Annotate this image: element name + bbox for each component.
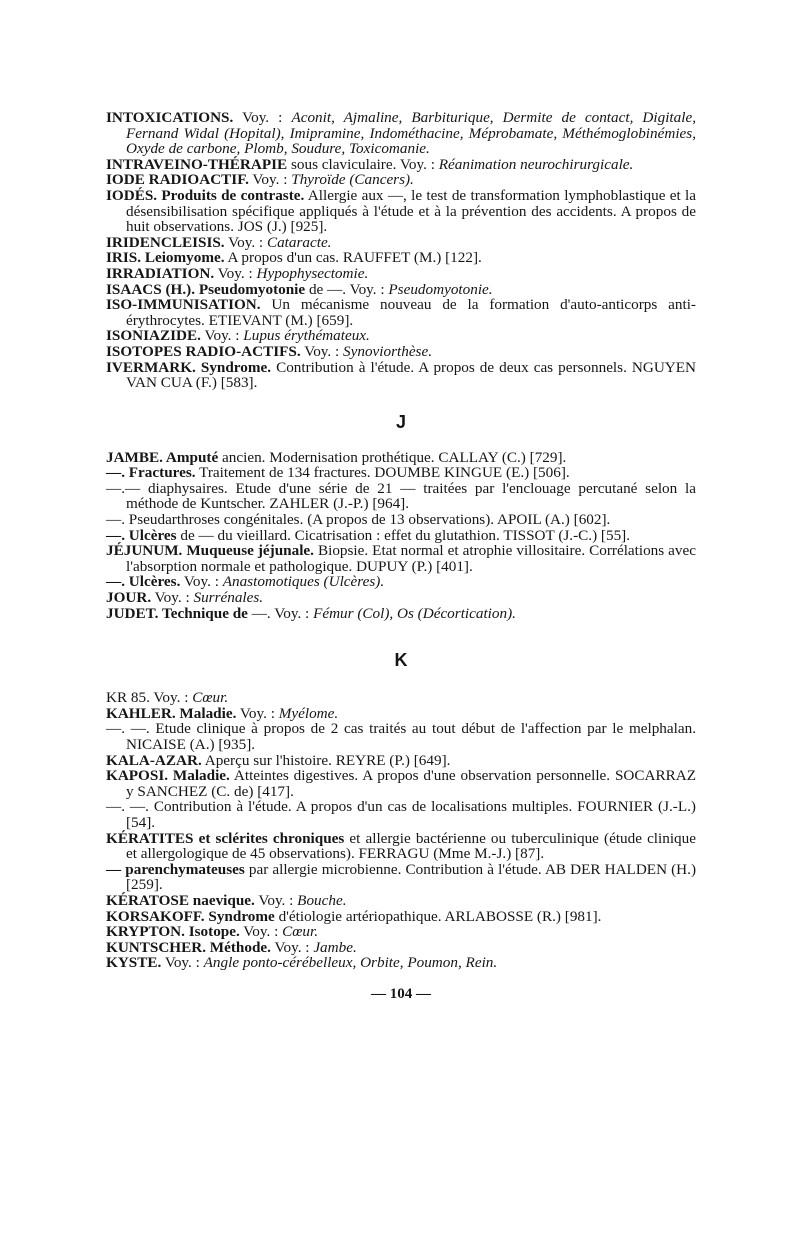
index-entry [106,893,696,909]
section-letter-k: K [394,650,408,671]
entry-text: Voy. : [233,109,292,126]
entry-text: —.— diaphysaires. Etude d'une série de 21 — traitées par l'enclouage percutané selon la méthode de Kuntscher. ZAHLER (J.-P.) [964]. [106,479,696,513]
index-entry [106,172,696,188]
index-entry [106,590,696,606]
page-number: — 104 — [371,985,431,1002]
entry-text: Voy. : [151,589,194,607]
index-entry [106,909,696,925]
index-entry [106,940,696,956]
entry-text: Allergie aux —, le test de transformation lymphoblastique et la désensibilisation spécifique appliqués à l'étude et à la prévention des accidents. A propos de huit observations. JOS (J.) [925]. [126,186,696,236]
entry-reference: Thyroïde (Cancers). [291,171,414,189]
entry-heading: KUNTSCHER. Méthode. [106,938,271,956]
entry-heading: INTRAVEINO-THÉRAPIE [106,155,288,173]
entry-heading: IODE RADIOACTIF. [106,171,249,189]
entry-reference: Anastomotiques (Ulcères). [222,573,385,591]
entry-heading: IRIDENCLEISIS. [106,233,225,251]
index-entry [106,512,696,528]
entry-heading: KÉRATITES et sclérites chroniques [106,829,345,847]
entry-reference: Lupus érythémateux. [243,327,370,345]
index-entry [106,235,696,251]
index-entry [106,282,696,298]
entry-text: —. Pseudarthroses congénitales. (A propos de 13 observations). APOIL (A.) [602]. [106,511,611,529]
entry-heading: JUDET. Technique de [106,604,248,622]
entry-heading: JOUR. [106,589,152,607]
entry-reference: Synoviorthèse. [343,342,433,360]
entry-text: Voy. : [180,573,223,591]
index-entry [106,831,696,862]
entry-text: —. —. Contribution à l'étude. A propos d'un cas de localisations multiples. FOURNIER (J.-L.) [54]. [106,798,696,831]
entry-heading: JÉJUNUM. Muqueuse jéjunale. [106,542,314,560]
entry-heading: KYSTE. [106,954,162,972]
index-entry [106,862,696,893]
entry-text: Voy. : [239,923,283,941]
entry-heading: JAMBE. Amputé [106,448,219,466]
index-entry [106,955,696,971]
entry-text: Atteintes digestives. A propos d'une observation personnelle. SOCARRAZ y SANCHEZ (C. de) [417]. [126,767,696,800]
entry-heading: IRRADIATION. [106,264,215,282]
entry-text: KR 85. Voy. : [106,689,193,707]
entry-reference: Bouche. [297,891,347,909]
index-entry [106,157,696,173]
index-entry [106,690,696,706]
entry-reference: Aconit, Ajmaline, Barbiturique, Dermite de contact, Digitale, Fernand Widal (Hopital), Imipramine, Indométhacine, Méprobamate, Méthémoglobinémies, Oxyde de carbone, Plomb, Soudure, Toxicomanie. [126,109,697,158]
index-entry [106,799,696,830]
entry-heading: ISAACS (H.). Pseudomyotonie [106,280,306,298]
entry-text: d'étiologie artériopathique. ARLABOSSE (R.) [981]. [274,907,602,925]
index-entry [106,924,696,940]
index-entry [106,721,696,752]
index-entry [106,188,696,235]
entry-text: Voy. : [248,171,292,189]
entry-heading: KÉRATOSE naevique. [106,891,255,909]
entry-text: Voy. : [214,264,257,282]
section-letter-j: J [395,411,406,432]
entry-reference: Fémur (Col), Os (Décortication). [313,604,516,622]
entry-text: Un mécanisme nouveau de la formation d'auto-anticorps anti-érythrocytes. ETIEVANT (M.) [659]. [126,296,696,329]
entry-text: Voy. : [300,342,344,360]
entry-reference: Cœur. [282,923,319,941]
entry-reference: Réanimation neurochirurgicale. [438,155,634,173]
index-entry [106,528,696,544]
entry-text: et allergie bactérienne ou tuberculinique (étude clinique et allergologique de 45 observations). FERRAGU (Mme M.-J.) [87]. [126,829,696,863]
entry-heading: KAPOSI. Maladie. [106,767,230,785]
index-entry [106,465,696,481]
entry-text: Voy. : [270,938,314,956]
index-entry [106,606,696,622]
index-entry [106,574,696,590]
index-entry [106,297,696,328]
entry-text: Aperçu sur l'histoire. REYRE (P.) [649]. [201,751,451,769]
entry-heading: ISO-IMMUNISATION. [106,296,261,314]
entry-heading: ISONIAZIDE. [106,327,201,345]
entry-heading: KORSAKOFF. Syndrome [106,907,275,925]
entry-text: Voy. : [200,327,244,345]
entry-reference: Cœur. [192,689,229,707]
entry-text: Biopsie. Etat normal et atrophie villositaire. Corrélations avec l'absorption normale et pathologique. DUPUY (P.) [401]. [126,542,697,575]
entry-text: sous claviculaire. Voy. : [287,155,439,173]
index-entry [106,481,696,512]
entry-text: Traitement de 134 fractures. DOUMBE KINGUE (E.) [506]. [195,464,570,482]
section-j-entries [106,450,696,622]
entry-text: —. —. Etude clinique à propos de 2 cas traités au tout début de l'affection par le melphalan. NICAISE (A.) [935]. [106,720,696,753]
entry-reference: Hypophysectomie. [256,264,369,282]
entry-heading: —. Ulcères. [106,573,181,591]
entry-reference: Myélome. [278,704,339,722]
section-k-entries [106,690,696,971]
entry-text: Voy. : [224,233,267,251]
entry-heading: IODÉS. Produits de contraste. [106,186,305,204]
entry-text: par allergie microbienne. Contribution à l'étude. AB DER HALDEN (H.) [259]. [126,860,696,894]
index-entry [106,543,696,574]
entry-text: Voy. : [254,891,298,909]
index-entry [106,250,696,266]
entry-text: Voy. : [236,704,279,722]
entry-reference: Jambe. [313,938,357,956]
entry-heading: KRYPTON. Isotope. [106,923,240,941]
entry-text: A propos d'un cas. RAUFFET (M.) [122]. [224,249,482,267]
section-i-entries [106,110,696,391]
index-page [106,110,696,1003]
entry-reference: Angle ponto-cérébelleux, Orbite, Poumon, Rein. [203,954,498,972]
entry-heading: IVERMARK. Syndrome. [106,358,272,376]
entry-heading: ISOTOPES RADIO-ACTIFS. [106,342,301,360]
entry-heading: INTOXICATIONS. [106,109,234,126]
index-entry [106,360,696,391]
entry-reference: Cataracte. [266,233,332,251]
entry-reference: Surrénales. [193,589,264,607]
entry-text: de — du vieillard. Cicatrisation : effet du glutathion. TISSOT (J.-C.) [55]. [176,526,631,544]
entry-text: —. Voy. : [247,604,314,622]
entry-heading: —. Ulcères [106,526,177,544]
entry-heading: KAHLER. Maladie. [106,704,237,722]
index-entry [106,450,696,466]
index-entry [106,110,696,157]
index-entry [106,753,696,769]
index-entry [106,266,696,282]
entry-text: Voy. : [161,954,204,972]
entry-text: Contribution à l'étude. A propos de deux cas personnels. NGUYEN VAN CUA (F.) [583]. [126,358,696,392]
index-entry [106,768,696,799]
entry-heading: KALA-AZAR. [106,751,202,769]
entry-text: de —. Voy. : [305,280,389,298]
index-entry [106,706,696,722]
entry-heading: — parenchymateuses [106,860,245,878]
entry-reference: Pseudomyotonie. [388,280,493,298]
entry-heading: IRIS. Leiomyome. [106,249,225,267]
entry-text: ancien. Modernisation prothétique. CALLAY (C.) [729]. [218,448,567,466]
index-entry [106,328,696,344]
index-entry [106,344,696,360]
entry-heading: —. Fractures. [106,464,196,482]
